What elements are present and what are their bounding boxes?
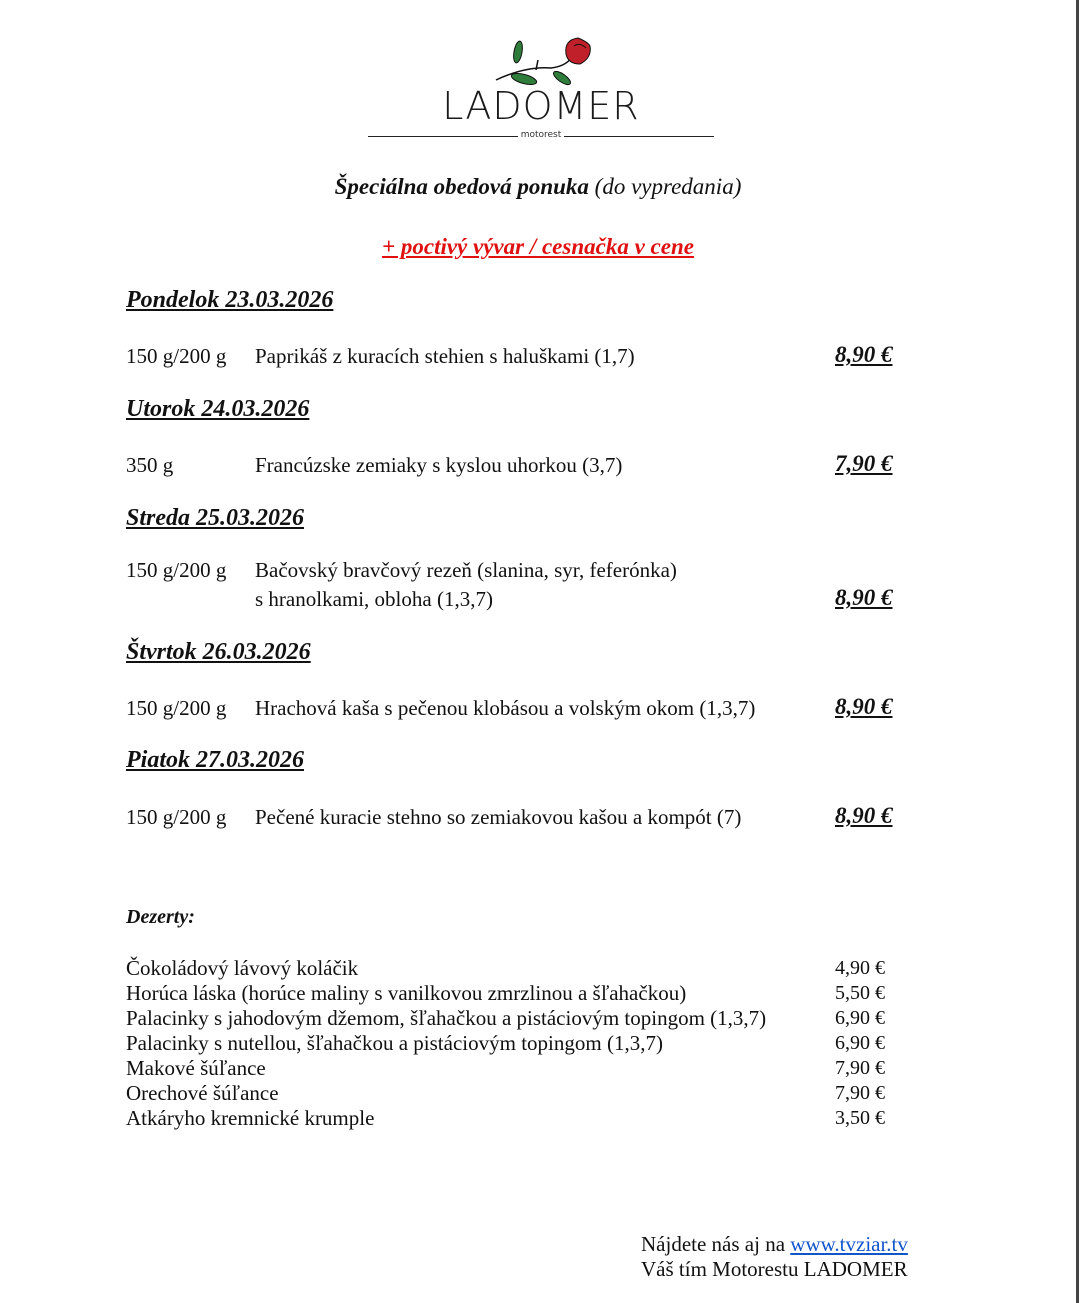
dessert-price: 7,90 €: [835, 1082, 885, 1104]
dish-price: 8,90 €: [835, 694, 893, 719]
dish-weight: 150 g/200 g: [126, 805, 227, 829]
dish-name: Pečené kuracie stehno so zemiakovou kašou a kompót (7): [255, 805, 742, 829]
website-link[interactable]: www.tvziar.tv: [790, 1232, 908, 1256]
dish-weight: 350 g: [126, 453, 174, 477]
dish-name: Bačovský bravčový rezeň (slanina, syr, feferónka): [255, 558, 677, 582]
ladomer-logo: [366, 36, 716, 146]
rose-icon: [366, 36, 716, 86]
day-heading: Piatok 27.03.2026: [126, 747, 304, 773]
footer-find-us: Nájdete nás aj na www.tvziar.tv: [641, 1232, 908, 1256]
day-heading: Pondelok 23.03.2026: [126, 287, 334, 313]
dessert-name: Palacinky s nutellou, šľahačkou a pistáciovým topingom (1,3,7): [126, 1031, 663, 1055]
dish-name-continued: s hranolkami, obloha (1,3,7): [255, 587, 493, 611]
desserts-heading: Dezerty:: [126, 906, 195, 928]
dish-name: Paprikáš z kuracích stehien s haluškami (1,7): [255, 344, 635, 368]
dish-weight: 150 g/200 g: [126, 558, 227, 582]
soup-note: + poctivý vývar / cesnačka v cene: [382, 234, 694, 259]
page-title: Špeciálna obedová ponuka (do vypredania): [334, 174, 742, 199]
dish-weight: 150 g/200 g: [126, 344, 227, 368]
dessert-name: Horúca láska (horúce maliny s vanilkovou zmrzlinou a šľahačkou): [126, 981, 687, 1005]
dessert-price: 7,90 €: [835, 1057, 885, 1079]
day-heading: Streda 25.03.2026: [126, 505, 305, 531]
dish-price: 7,90 €: [835, 451, 893, 476]
dessert-price: 5,50 €: [835, 982, 885, 1004]
dish-price: 8,90 €: [835, 585, 893, 610]
dish-weight: 150 g/200 g: [126, 696, 227, 720]
dessert-name: Makové šúľance: [126, 1056, 266, 1080]
dessert-name: Orechové šúľance: [126, 1081, 279, 1105]
dish-name: Hrachová kaša s pečenou klobásou a volským okom (1,3,7): [255, 696, 756, 720]
dessert-price: 6,90 €: [835, 1007, 885, 1029]
scrollbar[interactable]: [1076, 0, 1079, 1303]
dessert-price: 3,50 €: [835, 1107, 885, 1129]
dessert-name: Atkáryho kremnické krumple: [126, 1106, 375, 1130]
brand-tagline: motorest: [366, 130, 716, 140]
dish-price: 8,90 €: [835, 803, 893, 828]
day-heading: Štvrtok 26.03.2026: [126, 639, 311, 665]
dish-price: 8,90 €: [835, 342, 893, 367]
footer-signature: Váš tím Motorestu LADOMER: [641, 1257, 908, 1281]
dessert-name: Palacinky s jahodovým džemom, šľahačkou a pistáciovým topingom (1,3,7): [126, 1006, 767, 1030]
dessert-price: 4,90 €: [835, 957, 885, 979]
dessert-name: Čokoládový lávový koláčik: [126, 956, 359, 980]
dessert-price: 6,90 €: [835, 1032, 885, 1054]
day-heading: Utorok 24.03.2026: [126, 396, 310, 422]
dish-name: Francúzske zemiaky s kyslou uhorkou (3,7): [255, 453, 623, 477]
brand-name: LADOMER: [442, 84, 640, 128]
